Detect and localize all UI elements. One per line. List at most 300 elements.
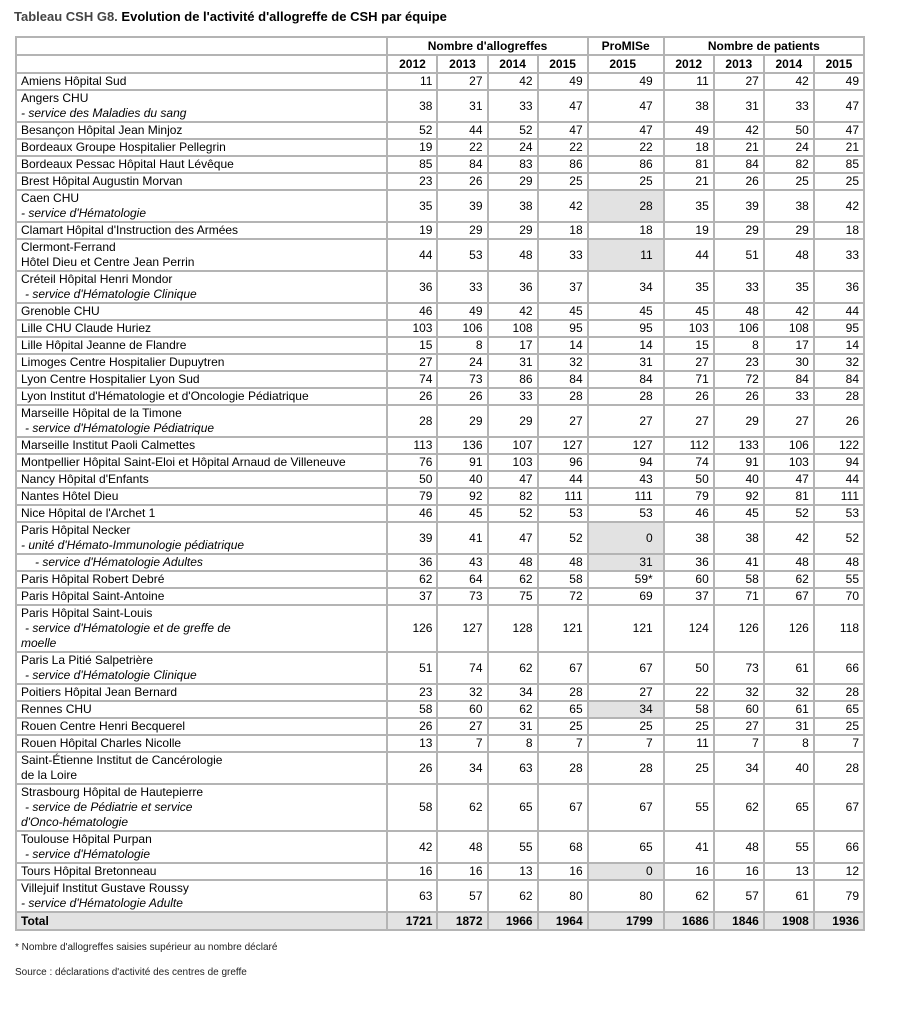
team-name-cell [16,437,387,454]
patients-2013-cell: 62 [714,784,764,831]
promise-2015-cell: 43 [588,471,664,488]
team-name-cell [16,122,387,139]
patients-2013-cell: 33 [714,271,764,303]
patients-2012-cell: 26 [664,388,714,405]
patients-2014-cell: 106 [764,437,814,454]
patients-2012-cell: 38 [664,90,714,122]
patients-2015-cell: 66 [814,831,864,863]
allogreffes-2013-cell: 73 [437,371,487,388]
allogreffes-2012-cell: 13 [387,735,437,752]
team-name-cell [16,735,387,752]
allogreffes-2012-cell: 103 [387,320,437,337]
team-name: Poitiers Hôpital Jean Bernard [21,685,178,699]
allogreffes-2013-cell: 91 [437,454,487,471]
patients-2014-cell: 48 [764,554,814,571]
allogreffes-2015-cell: 28 [538,684,588,701]
promise-2015-cell: 94 [588,454,664,471]
promise-2015-cell: 127 [588,437,664,454]
team-name: Amiens Hôpital Sud [21,74,127,88]
allogreffes-2014-cell: 42 [488,73,538,90]
patients-2013-cell: 26 [714,388,764,405]
allogreffes-2014-cell: 83 [488,156,538,173]
allogreffes-2013-cell: 64 [437,571,487,588]
patients-2014-cell: 62 [764,571,814,588]
allogreffes-2012-cell: 52 [387,122,437,139]
table-row [16,471,864,488]
patients-2015-cell: 28 [814,752,864,784]
patients-2013-cell: 34 [714,752,764,784]
patients-2013-cell: 41 [714,554,764,571]
table-row [16,752,864,784]
patients-2014-cell: 61 [764,701,814,718]
team-name-cell [16,831,387,863]
team-name-cell [16,652,387,684]
team-name: Saint-Étienne Institut de Cancérologie [21,753,223,767]
allogreffes-2015-cell: 45 [538,303,588,320]
allogreffes-2013-cell: 49 [437,303,487,320]
allogreffes-2015-cell: 48 [538,554,588,571]
team-name-cell [16,701,387,718]
allogreffes-2015-cell: 86 [538,156,588,173]
team-name-cell [16,73,387,90]
team-name: Clamart Hôpital d'Instruction des Armées [21,223,239,237]
allogreffes-2012-cell: 62 [387,571,437,588]
allogreffes-2012-cell: 46 [387,303,437,320]
patients-2013-cell: 26 [714,173,764,190]
allogreffes-2015-cell: 28 [538,752,588,784]
patients-2015-cell: 47 [814,90,864,122]
allogreffes-2012-cell: 63 [387,880,437,912]
patients-2015-cell: 42 [814,190,864,222]
allogreffes-2015-cell: 67 [538,652,588,684]
patients-2012-cell: 16 [664,863,714,880]
team-name: Angers CHU [21,91,89,105]
team-service: - service d'Hématologie Adultes [35,555,203,569]
allogreffes-2013-cell: 29 [437,222,487,239]
allogreffes-2014-cell: 47 [488,522,538,554]
allogreffes-2013-cell: 62 [437,784,487,831]
team-name: Clermont-Ferrand [21,240,116,254]
allogreffes-2013-cell: 73 [437,588,487,605]
allogreffes-2012-cell: 19 [387,139,437,156]
table-row [16,222,864,239]
patients-2015-cell: 32 [814,354,864,371]
team-name: Paris Hôpital Saint-Antoine [21,589,165,603]
promise-2015-cell: 59* [588,571,664,588]
patients-2014-cell: 24 [764,139,814,156]
patients-2013-cell: 57 [714,880,764,912]
team-service: - service de Pédiatrie et service [25,800,193,814]
patients-2014-cell: 55 [764,831,814,863]
allogreffes-2012-cell: 126 [387,605,437,652]
allogreffes-2012-cell: 26 [387,752,437,784]
allogreffes-2014-cell: 62 [488,880,538,912]
table-row [16,139,864,156]
table-title-text: Evolution de l'activité d'allogreffe de CSH par équipe [121,9,447,24]
footnote-asterisk: * Nombre d'allogreffes saisies supérieur au nombre déclaré [15,942,278,953]
team-name: Lyon Centre Hospitalier Lyon Sud [21,372,200,386]
allogreffes-2013-cell: 16 [437,863,487,880]
table-row [16,488,864,505]
team-name: Montpellier Hôpital Saint-Eloi et Hôpital Arnaud de Villeneuve [21,455,346,469]
patients-2013-cell: 29 [714,222,764,239]
patients-2015-cell: 36 [814,271,864,303]
promise-2015-cell: 86 [588,156,664,173]
table-row [16,271,864,303]
allogreffes-2014-cell: 33 [488,90,538,122]
patients-2014-cell: 27 [764,405,814,437]
table-row [16,554,864,571]
allogreffes-2014-cell: 82 [488,488,538,505]
allogreffes-2013-cell: 24 [437,354,487,371]
allogreffes-2015-cell: 95 [538,320,588,337]
patients-2013-cell: 91 [714,454,764,471]
table-row [16,863,864,880]
table-row [16,701,864,718]
allogreffes-2015-cell: 127 [538,437,588,454]
allogreffes-2012-cell: 15 [387,337,437,354]
allogreffes-2015-cell: 27 [538,405,588,437]
allogreffes-2015-cell: 47 [538,90,588,122]
table-row [16,652,864,684]
allogreffes-2012-cell: 11 [387,73,437,90]
team-name: Lille Hôpital Jeanne de Flandre [21,338,187,352]
team-name: Strasbourg Hôpital de Hautepierre [21,785,204,799]
allogreffes-2012-cell: 42 [387,831,437,863]
promise-2015-cell: 65 [588,831,664,863]
header-year: 2013 [437,55,487,73]
team-name-cell [16,90,387,122]
team-name-continued: de la Loire [21,768,78,782]
promise-2015-cell: 25 [588,718,664,735]
patients-2013-cell: 133 [714,437,764,454]
team-name-cell [16,139,387,156]
table-row [16,337,864,354]
patients-2012-cell: 112 [664,437,714,454]
patients-2015-cell: 47 [814,122,864,139]
table-title-label: Tableau CSH G8. [14,9,118,24]
patients-2015-cell: 25 [814,173,864,190]
team-name-cell [16,522,387,554]
allogreffes-2015-cell: 80 [538,880,588,912]
allogreffes-2014-cell: 86 [488,371,538,388]
team-service: - unité d'Hémato-Immunologie pédiatrique [21,538,245,552]
allogreffes-2015-cell: 52 [538,522,588,554]
allogreffes-2013-cell: 27 [437,73,487,90]
total-label: Total [16,912,387,930]
patients-2012-cell: 58 [664,701,714,718]
promise-2015-cell: 27 [588,405,664,437]
patients-2013-cell: 92 [714,488,764,505]
promise-2015-cell: 47 [588,122,664,139]
allogreffes-2013-cell: 29 [437,405,487,437]
patients-2014-cell: 42 [764,522,814,554]
allogreffes-2014-cell: 62 [488,652,538,684]
promise-2015-cell: 28 [588,190,664,222]
promise-2015-cell: 69 [588,588,664,605]
allogreffes-2012-cell: 36 [387,271,437,303]
patients-2015-cell: 49 [814,73,864,90]
allogreffes-2015-cell: 7 [538,735,588,752]
team-name-cell [16,863,387,880]
team-name: Lille CHU Claude Huriez [21,321,152,335]
allogreffes-2012-cell: 58 [387,784,437,831]
allogreffes-2014-cell: 31 [488,354,538,371]
patients-2014-cell: 81 [764,488,814,505]
patients-2014-cell: 84 [764,371,814,388]
team-name-cell [16,571,387,588]
allogreffes-2013-cell: 27 [437,718,487,735]
total-value: 1872 [437,912,487,930]
team-name: Tours Hôpital Bretonneau [21,864,157,878]
allogreffes-2013-cell: 60 [437,701,487,718]
allogreffes-2012-cell: 50 [387,471,437,488]
allogreffes-2013-cell: 33 [437,271,487,303]
table-row [16,784,864,831]
promise-2015-cell: 31 [588,354,664,371]
patients-2015-cell: 65 [814,701,864,718]
patients-2014-cell: 8 [764,735,814,752]
table-row [16,605,864,652]
patients-2012-cell: 45 [664,303,714,320]
table-row [16,354,864,371]
patients-2013-cell: 60 [714,701,764,718]
total-value: 1721 [387,912,437,930]
total-row [16,912,864,930]
patients-2015-cell: 55 [814,571,864,588]
team-name: Rouen Centre Henri Becquerel [21,719,186,733]
allogreffes-2015-cell: 14 [538,337,588,354]
team-name-cell [16,354,387,371]
patients-2012-cell: 21 [664,173,714,190]
patients-2015-cell: 28 [814,388,864,405]
patients-2013-cell: 58 [714,571,764,588]
team-name: Brest Hôpital Augustin Morvan [21,174,183,188]
patients-2012-cell: 18 [664,139,714,156]
team-name: Villejuif Institut Gustave Roussy [21,881,189,895]
team-name-cell [16,222,387,239]
patients-2013-cell: 45 [714,505,764,522]
allogreffes-2014-cell: 31 [488,718,538,735]
table-row [16,880,864,912]
allogreffes-2013-cell: 74 [437,652,487,684]
header-blank [16,37,387,55]
promise-2015-cell: 18 [588,222,664,239]
allogreffes-2015-cell: 32 [538,354,588,371]
allogreffes-2014-cell: 8 [488,735,538,752]
allogreffes-2012-cell: 74 [387,371,437,388]
allogreffes-2012-cell: 28 [387,405,437,437]
patients-2014-cell: 30 [764,354,814,371]
team-service: moelle [21,636,57,650]
patients-2015-cell: 44 [814,471,864,488]
patients-2014-cell: 42 [764,73,814,90]
team-name: Toulouse Hôpital Purpan [21,832,152,846]
allogreffes-2013-cell: 92 [437,488,487,505]
allogreffes-2014-cell: 48 [488,239,538,271]
patients-2012-cell: 15 [664,337,714,354]
header-year: 2014 [488,55,538,73]
patients-2015-cell: 44 [814,303,864,320]
allogreffes-2015-cell: 111 [538,488,588,505]
allogreffes-2013-cell: 26 [437,388,487,405]
team-name-cell [16,554,387,571]
team-name-cell [16,371,387,388]
allogreffes-2012-cell: 37 [387,588,437,605]
patients-2013-cell: 7 [714,735,764,752]
patients-2015-cell: 94 [814,454,864,471]
promise-2015-cell: 67 [588,784,664,831]
header-allogreffes: Nombre d'allogreffes [387,37,587,55]
patients-2014-cell: 82 [764,156,814,173]
allogreffes-2013-cell: 32 [437,684,487,701]
total-value: 1846 [714,912,764,930]
team-name-cell [16,718,387,735]
promise-2015-cell: 14 [588,337,664,354]
allogreffes-2014-cell: 107 [488,437,538,454]
allogreffes-2014-cell: 128 [488,605,538,652]
allogreffes-2015-cell: 22 [538,139,588,156]
patients-2015-cell: 26 [814,405,864,437]
patients-2012-cell: 44 [664,239,714,271]
patients-2014-cell: 13 [764,863,814,880]
allogreffes-2015-cell: 65 [538,701,588,718]
table-row [16,588,864,605]
team-name-cell [16,303,387,320]
allogreffes-2014-cell: 24 [488,139,538,156]
allogreffes-2013-cell: 8 [437,337,487,354]
allogreffes-2014-cell: 63 [488,752,538,784]
team-name: Paris Hôpital Saint-Louis [21,606,153,620]
patients-2012-cell: 25 [664,718,714,735]
team-name: Rennes CHU [21,702,92,716]
header-year: 2014 [764,55,814,73]
patients-2014-cell: 40 [764,752,814,784]
allogreffes-2013-cell: 48 [437,831,487,863]
patients-2015-cell: 12 [814,863,864,880]
patients-2014-cell: 50 [764,122,814,139]
team-name-cell [16,156,387,173]
patients-2015-cell: 85 [814,156,864,173]
promise-2015-cell: 84 [588,371,664,388]
patients-2012-cell: 49 [664,122,714,139]
allogreffes-2014-cell: 75 [488,588,538,605]
patients-2012-cell: 37 [664,588,714,605]
allogreffes-2013-cell: 57 [437,880,487,912]
allogreffes-2014-cell: 17 [488,337,538,354]
team-name-cell [16,337,387,354]
allogreffes-2013-cell: 31 [437,90,487,122]
patients-2015-cell: 84 [814,371,864,388]
patients-2013-cell: 40 [714,471,764,488]
patients-2013-cell: 31 [714,90,764,122]
allogreffes-2012-cell: 36 [387,554,437,571]
allogreffes-2013-cell: 7 [437,735,487,752]
team-service: - service des Maladies du sang [21,106,187,120]
team-service: - service d'Hématologie [21,206,147,220]
patients-2012-cell: 27 [664,354,714,371]
allogreffes-2013-cell: 22 [437,139,487,156]
patients-2013-cell: 71 [714,588,764,605]
header-year: 2015 [814,55,864,73]
team-name: Marseille Institut Paoli Calmettes [21,438,196,452]
allogreffes-2014-cell: 62 [488,701,538,718]
allogreffes-2012-cell: 44 [387,239,437,271]
allogreffes-2014-cell: 38 [488,190,538,222]
header-year: 2013 [714,55,764,73]
allogreffes-2012-cell: 23 [387,684,437,701]
patients-2013-cell: 106 [714,320,764,337]
patients-2013-cell: 23 [714,354,764,371]
table-row [16,303,864,320]
table-title [14,9,447,24]
patients-2013-cell: 8 [714,337,764,354]
team-name-cell [16,454,387,471]
team-name: Marseille Hôpital de la Timone [21,406,182,420]
allogreffes-2013-cell: 43 [437,554,487,571]
header-blank [16,55,387,73]
allogreffes-2012-cell: 51 [387,652,437,684]
patients-2015-cell: 79 [814,880,864,912]
allogreffes-2014-cell: 55 [488,831,538,863]
allogreffes-2013-cell: 41 [437,522,487,554]
allogreffes-2014-cell: 103 [488,454,538,471]
allogreffes-2015-cell: 28 [538,388,588,405]
team-name-cell [16,405,387,437]
total-value: 1799 [588,912,664,930]
patients-2012-cell: 79 [664,488,714,505]
patients-2012-cell: 55 [664,784,714,831]
table-row [16,388,864,405]
patients-2013-cell: 48 [714,831,764,863]
team-name-cell [16,784,387,831]
allogreffes-2015-cell: 33 [538,239,588,271]
team-name: Paris Hôpital Necker [21,523,131,537]
patients-2012-cell: 74 [664,454,714,471]
patients-2012-cell: 25 [664,752,714,784]
patients-2012-cell: 71 [664,371,714,388]
patients-2013-cell: 72 [714,371,764,388]
allogreffes-2014-cell: 42 [488,303,538,320]
patients-2015-cell: 122 [814,437,864,454]
footnote-source: Source : déclarations d'activité des centres de greffe [15,967,247,978]
patients-2014-cell: 52 [764,505,814,522]
patients-2012-cell: 50 [664,652,714,684]
patients-2014-cell: 29 [764,222,814,239]
patients-2013-cell: 126 [714,605,764,652]
promise-2015-cell: 47 [588,90,664,122]
table-row [16,454,864,471]
allogreffes-2015-cell: 121 [538,605,588,652]
patients-2012-cell: 41 [664,831,714,863]
allogreffes-2015-cell: 47 [538,122,588,139]
table-row [16,371,864,388]
team-name: Créteil Hôpital Henri Mondor [21,272,173,286]
team-name-cell [16,239,387,271]
team-name-cell [16,173,387,190]
team-name-cell [16,605,387,652]
patients-2015-cell: 18 [814,222,864,239]
allogreffes-2012-cell: 16 [387,863,437,880]
team-service: - service d'Hématologie Pédiatrique [25,421,215,435]
promise-2015-cell: 49 [588,73,664,90]
patients-2012-cell: 124 [664,605,714,652]
allogreffes-2014-cell: 36 [488,271,538,303]
allogreffes-2014-cell: 33 [488,388,538,405]
team-name-cell [16,471,387,488]
patients-2012-cell: 46 [664,505,714,522]
team-service: - service d'Hématologie [25,847,151,861]
